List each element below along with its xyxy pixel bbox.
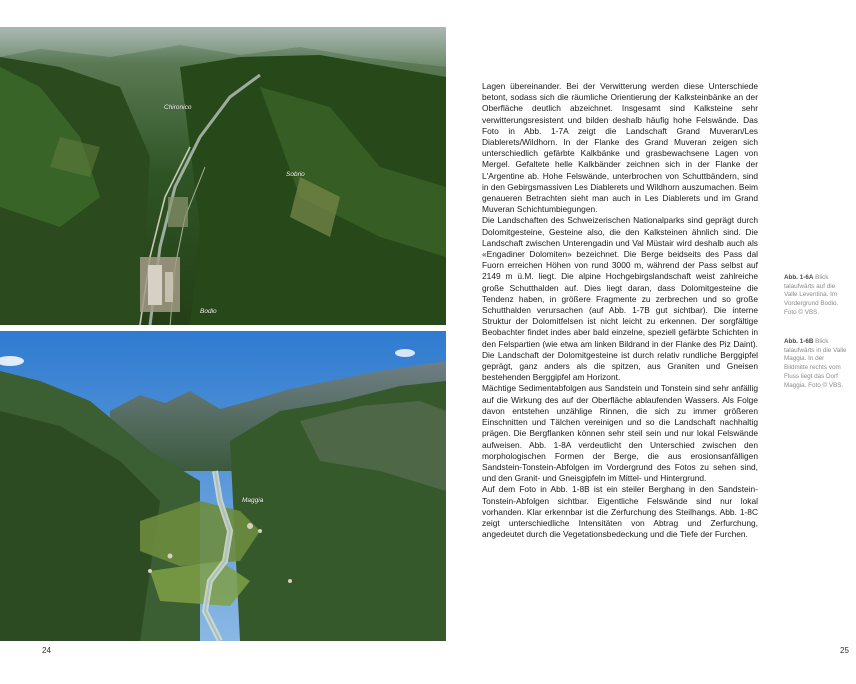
label-bodio: Bodio xyxy=(200,308,217,315)
aerial-photo-leventina xyxy=(0,27,446,325)
page-number-right: 25 xyxy=(840,646,849,655)
paragraph-4: Auf dem Foto in Abb. 1-8B ist ein steiler Berghang in den Sandstein-Tonstein-Abfolgen sichtbar. Eigentliche Felswände sind nur lokal vorhanden. Klar erkennbar ist die Zerfurchung des Steilhangs. Abb. 1-8C zeigt unterschiedliche Intensitäten von Abtrag und Zerfurchung, angedeutet durch die Vegetationsbedeckung und die Tiefe der Furchen. xyxy=(482,484,758,540)
body-text xyxy=(482,81,758,540)
photo-valle-maggia xyxy=(0,331,446,641)
photo-valle-leventina xyxy=(0,27,446,325)
paragraph-2: Die Landschaften des Schweizerischen Nationalparks sind geprägt durch Dolomitgesteine, Gesteine also, die den Kalksteinen ähnlich sind. Die Landschaft zwischen Unterengadin und Val Müstair wird deshalb auch als «Engadiner Dolomiten» bezeichnet. Die Berge beidseits des Pass dal Fuorn erreichen Höhen von rund 3000 m, während der Pass selbst auf 2149 m ü.M. liegt. Die alpine Hochgebirgslandschaft weist zahlreiche große Schutthalden auf. Dies liegt daran, dass Dolomitgesteine die Tendenz haben, in größere Fragmente zu zerbrechen und so große Schutthalden verursachen (auf Abb. 1-7B gut sichtbar). Die interne Struktur der Dolomitfelsen ist nicht leicht zu erkennen. Der sorgfältige Beobachter findet indes aber bald einzelne, speziell gefärbte Schichten in den Felspartien (wie etwa am linken Bildrand in der Flanke des Piz Daint). Die Landschaft der Dolomitgesteine ist durch relativ rundliche Berggipfel geprägt, ganz anders als die spitzen, aus Graniten und Gneisen bestehenden Berggipfel am Horizont. xyxy=(482,215,758,383)
paragraph-1: Lagen übereinander. Bei der Verwitterung werden diese Unterschiede betont, sodass sich die räumliche Orientierung der Kalksteinbänke an der Oberfläche deutlich abzeichnet. Insgesamt sind Kalksteine sehr verwitterungsresistent und bilden deshalb häufig hohe Felswände. Das Foto in Abb. 1-7A zeigt die Landschaft Grand Muveran/Les Diablerets/Wildhorn. In der Flanke des Grand Muveran zeigen sich unterschiedlich gefärbte Kalkbänke und grasbewachsene Lagen von Mergel. Gefaltete helle Kalkbänder zeichnen sich in der Flanke der L'Argentine ab. Hohe Felswände, unterbrochen von Schuttbändern, sind in den Gebirgsmassiven Les Diablerets und Wildhorn auszumachen. Beim genaueren Betrachten sieht man auch in Les Diablerets und im Grand Muveran Schichtumbiegungen. xyxy=(482,81,758,215)
page-number-left: 24 xyxy=(42,646,51,655)
caption-text-1-6b: Blick talaufwärts in die Valle Maggia. In der Bildmitte rechts vom Fluss liegt das Dorf Maggia. Foto © VBS. xyxy=(784,338,847,389)
caption-fig-1-6a xyxy=(784,274,850,318)
caption-ref-1-6a: Abb. 1-6A xyxy=(784,274,814,281)
caption-fig-1-6b xyxy=(784,338,850,390)
aerial-photo-maggia xyxy=(0,331,446,641)
paragraph-3: Mächtige Sedimentabfolgen aus Sandstein und Tonstein sind sehr anfällig auf die Wirkung des auf der Oberfläche ablaufenden Wassers. Als Folge davon entstehen unzählige Rinnen, die sich zu immer größeren Einschnitten und Tälchen vereinigen und so die Landschaft nachhaltig prägen. Die Bergflanken können sehr steil sein und nur lokal Felswände aufweisen. Abb. 1-8A verdeutlicht den Unterschied zwischen den morphologischen Formen der Berge, die aus erosionsanfälligen Sandstein-Tonstein-Abfolgen im Vordergrund des Fotos zu sehen sind, und den Granit- und Gneisgipfeln im Mittel- und Hintergrund. xyxy=(482,383,758,484)
caption-ref-1-6b: Abb. 1-6B xyxy=(784,338,814,345)
label-maggia: Maggia xyxy=(242,497,264,504)
caption-text-1-6a: Blick talaufwärts auf die Valle Leventina. Im Vordergrund Bodio. Foto © VBS. xyxy=(784,274,839,316)
label-chironico: Chironico xyxy=(164,104,192,111)
label-sobrio: Sobrio xyxy=(286,171,305,178)
